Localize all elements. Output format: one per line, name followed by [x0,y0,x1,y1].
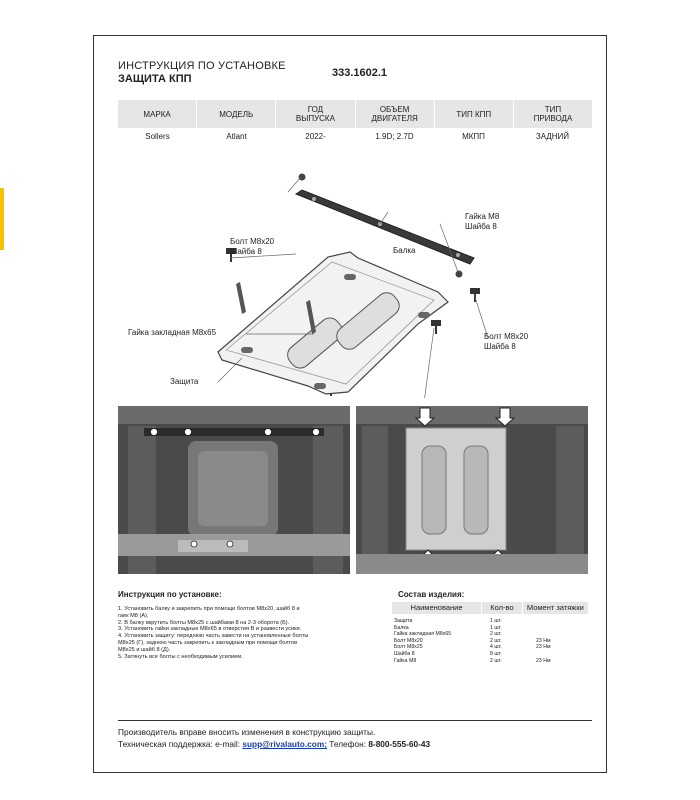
components-table-header [392,602,588,614]
spec-header-year: ГОД ВЫПУСКА [276,100,355,128]
product-code: 333.1602.1 [332,67,388,79]
label-insert-nut: Гайка закладная М8х65 [128,328,217,337]
instruction-step: 2. В балку вкрутить болты М8х25 с шайбами 8 на 2-3 оборота (Б). [118,619,290,626]
components-table-body [392,618,588,664]
component-torque: 23 Нм [536,637,551,644]
label-bolt-m8x20-left: Болт М8х20 Шайба 8 [230,237,275,256]
assembly-diagram [118,162,592,398]
label-bolt-m8x20-right: Болт М8х20 Шайба 8 [484,332,529,351]
support-email-link[interactable]: supp@rivalauto.com; [242,739,327,749]
instruction-step: 5. Затянуть все болты с необходимым усилием. [118,653,243,660]
beam-part [296,190,474,264]
component-torque [536,651,586,658]
skid-plate-part [218,252,448,394]
components-header-qty: Кол-во [482,602,523,614]
component-name: Шайба 8 [394,650,415,657]
spec-table-row [118,130,592,144]
support-label: Техническая поддержка: e-mail: [118,739,243,749]
assembly-drawing [118,162,592,398]
spec-cell-gearbox: МКПП [462,132,485,141]
component-name: Гайка М8 [394,657,417,664]
label-protection: Защита [170,377,199,386]
spec-cell-drive: ЗАДНИЙ [535,132,570,141]
spec-cell-model: Atlant [226,132,247,141]
spec-cell-engine: 1.9D; 2.7D [375,132,414,141]
component-torque: 23 Нм [536,644,551,651]
document-title: ИНСТРУКЦИЯ ПО УСТАНОВКЕ [118,60,286,72]
component-qty: 1 шт. [490,624,502,631]
component-qty: 2 шт. [490,657,502,664]
components-title: Состав изделия: [398,590,465,599]
table-row [392,618,588,625]
component-torque [536,631,586,638]
spec-header-brand: МАРКА [118,100,197,128]
footer-note: Производитель вправе вносить изменения в конструкцию защиты. [118,727,376,737]
spec-header-model: МОДЕЛЬ [197,100,276,128]
support-phone: 8-800-555-60-43 [368,739,431,749]
component-qty: 2 шт. [490,631,502,638]
instruction-step: 1. Установить балку и закрепить при помощи болтов М8х20, шайб 8 и гаек М8 (А). [118,606,300,619]
component-torque: 23 Нм [536,657,551,664]
table-row [392,631,588,638]
photo-plate-drawing [356,406,588,574]
label-beam: Балка [393,246,416,255]
table-row [392,644,588,651]
installation-photo-plate [356,406,588,574]
component-name: Балка [394,624,409,631]
instructions-title: Инструкция по установке: [118,590,222,599]
instructions-list [118,606,374,660]
installation-photo-beam [118,406,350,574]
instruction-step: 3. Установить гайки закладные М8х65 в отверстия В и развести усики. [118,626,302,633]
instruction-step: 4. Установить защиту: переднюю часть завести на установленные болты М8х25 (Г), заднюю часть закрепить к закладным при помощи болтов М8х25 и шайб 8 (Д). [118,633,309,653]
spec-cell-brand: Sollers [145,132,170,141]
footer-support [118,739,430,749]
document-subtitle: ЗАЩИТА КПП [118,73,192,85]
component-qty: 1 шт. [490,618,502,624]
table-row [392,658,588,665]
instruction-sheet [93,35,607,773]
component-name: Болт М8х25 [394,644,423,651]
side-tab-marker [0,188,4,250]
component-qty: 4 шт. [490,644,502,651]
component-qty: 2 шт. [490,637,502,644]
component-torque [536,618,586,625]
phone-label: Телефон: [326,739,369,749]
component-qty: 8 шт. [490,650,502,657]
spec-header-gearbox: ТИП КПП [435,100,514,128]
footer-divider [118,720,592,721]
label-nut-m8: Гайка М8 Шайба 8 [465,212,500,231]
spec-header-engine: ОБЪЕМ ДВИГАТЕЛЯ [356,100,435,128]
table-row [392,638,588,645]
spec-table-header [118,100,592,128]
table-row [392,651,588,658]
component-name: Гайка закладная М8х65 [394,631,452,638]
component-name: Болт М8х20 [394,637,423,644]
spec-cell-year: 2022- [305,132,326,141]
components-header-torque: Момент затяжки [526,603,584,612]
component-torque [536,625,586,632]
photo-beam-drawing [118,406,350,574]
component-name: Защита [394,618,413,624]
components-header-name: Наименование [392,602,482,614]
spec-header-drive: ТИП ПРИВОДА [533,105,573,123]
